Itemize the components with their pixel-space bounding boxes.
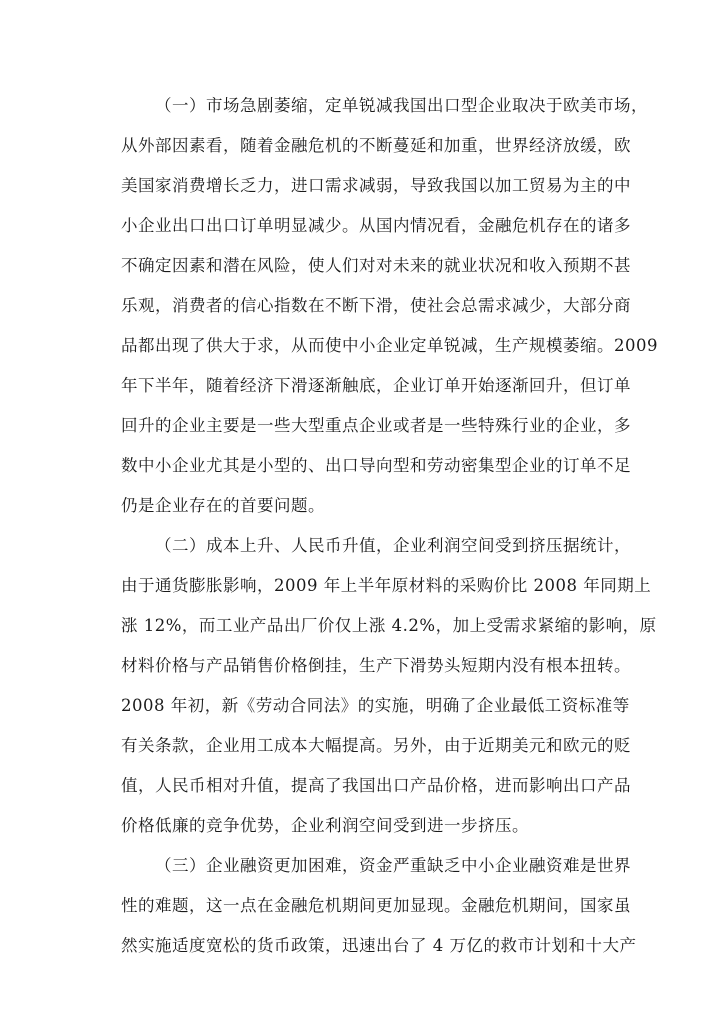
paragraph-2-line-2: 由于通货膨胀影响，2009 年上半年原材料的采购价比 2008 年同期上 [121,576,652,595]
paragraph-2-line-4: 材料价格与产品销售价格倒挂，生产下滑势头短期内没有根本扭转。 [121,656,631,675]
paragraph-1-line-3: 美国家消费增长乏力，进口需求减弱，导致我国以加工贸易为主的中 [121,176,631,195]
paragraph-1-line-1: （一）市场急剧萎缩，定单锐减我国出口型企业取决于欧美市场， [155,96,648,115]
paragraph-1-line-7: 品都出现了供大于求，从而使中小企业定单锐减，生产规模萎缩。2009 [121,336,658,355]
paragraph-1-line-6: 乐观，消费者的信心指数在不断下滑，使社会总需求减少，大部分商 [121,296,631,315]
paragraph-2-line-3: 涨 12%，而工业产品出厂价仅上涨 4.2%，加上受需求紧缩的影响，原 [121,616,657,635]
paragraph-3-line-1: （三）企业融资更加困难，资金严重缺乏中小企业融资难是世界 [155,856,631,875]
paragraph-1-line-9: 回升的企业主要是一些大型重点企业或者是一些特殊行业的企业，多 [121,416,631,435]
paragraph-2-line-8: 价格低廉的竞争优势，企业利润空间受到进一步挤压。 [121,816,529,835]
paragraph-2-line-6: 有关条款，企业用工成本大幅提高。另外，由于近期美元和欧元的贬 [121,736,631,755]
paragraph-1-line-10: 数中小企业尤其是小型的、出口导向型和劳动密集型企业的订单不足 [121,456,631,475]
paragraph-3-line-2: 性的难题，这一点在金融危机期间更加显现。金融危机期间，国家虽 [121,896,631,915]
paragraph-1-line-2: 从外部因素看，随着金融危机的不断蔓延和加重，世界经济放缓，欧 [121,136,631,155]
paragraph-2-line-7: 值，人民币相对升值，提高了我国出口产品价格，进而影响出口产品 [121,776,631,795]
paragraph-1-line-4: 小企业出口出口订单明显减少。从国内情况看，金融危机存在的诸多 [121,216,631,235]
paragraph-3-line-3: 然实施适度宽松的货币政策，迅速出台了 4 万亿的救市计划和十大产 [121,936,637,955]
paragraph-1-line-8: 年下半年，随着经济下滑逐渐触底，企业订单开始逐渐回升，但订单 [121,376,631,395]
paragraph-2-line-5: 2008 年初，新《劳动合同法》的实施，明确了企业最低工资标准等 [121,696,630,715]
paragraph-1-line-5: 不确定因素和潜在风险，使人们对对未来的就业状况和收入预期不甚 [121,256,631,275]
paragraph-2-line-1: （二）成本上升、人民币升值，企业利润空间受到挤压据统计， [155,536,631,555]
paragraph-1-line-11: 仍是企业存在的首要问题。 [121,496,325,515]
